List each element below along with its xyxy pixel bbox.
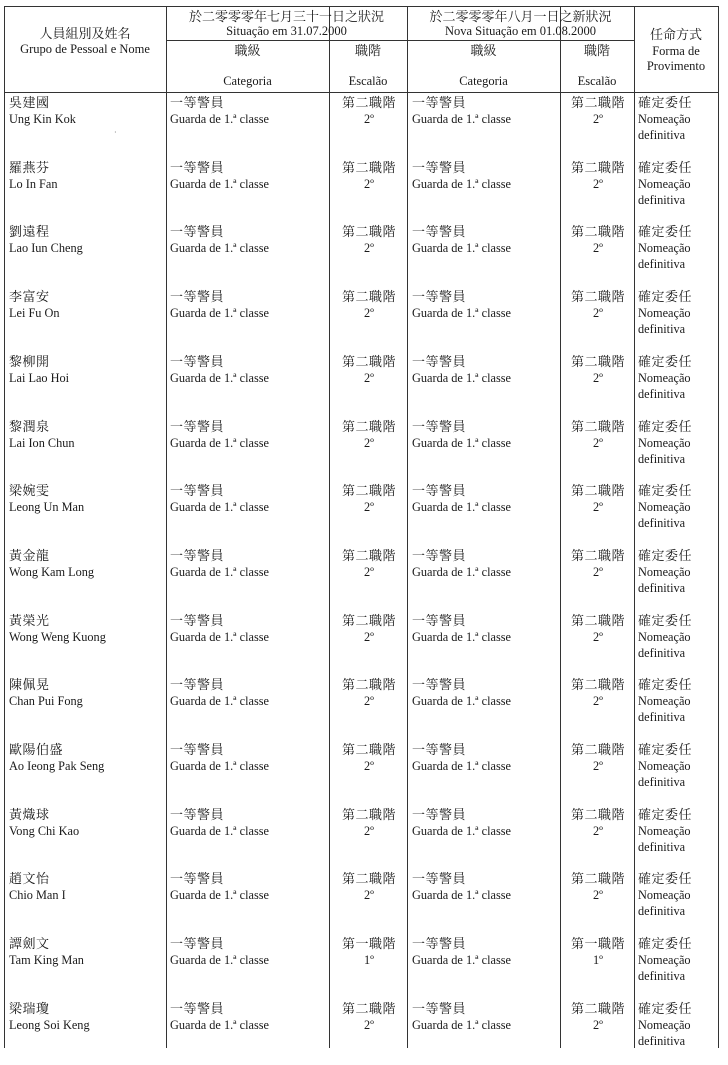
forma-pt-line2: definitiva bbox=[638, 645, 686, 660]
old-escalao-zh: 第二職階 bbox=[341, 677, 396, 693]
name-pt: Lai Ion Chun bbox=[9, 435, 75, 450]
forma-pt-line2: definitiva bbox=[638, 257, 686, 272]
old-escalao: 2º bbox=[364, 370, 374, 385]
name-zh: 黎潤泉 bbox=[9, 418, 50, 434]
old-category-zh: 一等警員 bbox=[170, 289, 225, 305]
header-cat2-zh: 職級 bbox=[470, 43, 497, 58]
header-bottom-border bbox=[4, 92, 718, 93]
forma-pt-line1: Nomeação bbox=[638, 759, 691, 773]
name-zh: 劉遠程 bbox=[9, 224, 50, 240]
new-category-zh: 一等警員 bbox=[412, 677, 467, 693]
name-pt: Tam King Man bbox=[9, 953, 84, 968]
header-esc2-zh: 職階 bbox=[583, 43, 610, 58]
old-category-zh: 一等警員 bbox=[170, 742, 225, 757]
old-escalao: 2º bbox=[364, 500, 374, 515]
scan-speck: · bbox=[114, 128, 117, 137]
forma-zh: 確定委任 bbox=[638, 677, 693, 693]
old-escalao-zh: 第一職階 bbox=[341, 936, 396, 952]
forma-zh: 確定委任 bbox=[638, 353, 693, 369]
old-escalao-zh: 第二職階 bbox=[341, 547, 396, 563]
forma-pt-line1: Nomeação bbox=[638, 435, 691, 450]
old-escalao: 2º bbox=[364, 241, 374, 256]
old-escalao-zh: 第二職階 bbox=[341, 159, 396, 175]
new-escalao: 2º bbox=[593, 1017, 603, 1032]
table-row bbox=[0, 807, 728, 871]
forma-zh: 確定委任 bbox=[638, 483, 693, 499]
forma-zh: 確定委任 bbox=[638, 418, 693, 434]
table-row bbox=[0, 677, 728, 741]
table-row bbox=[0, 742, 728, 806]
header-cat1-zh: 職級 bbox=[234, 43, 261, 58]
new-category-pt: Guarda de 1.ª classe bbox=[412, 694, 511, 709]
new-escalao: 2º bbox=[593, 306, 603, 321]
name-pt: Vong Chi Kao bbox=[9, 823, 80, 838]
new-escalao: 2º bbox=[593, 564, 603, 579]
header-forma-pt2: Provimento bbox=[646, 59, 706, 73]
old-category-pt: Guarda de 1.ª classe bbox=[170, 306, 269, 321]
new-category-zh: 一等警員 bbox=[412, 742, 467, 757]
header-esc1-zh: 職階 bbox=[354, 43, 381, 58]
name-zh: 黎柳開 bbox=[9, 353, 50, 369]
old-category-pt: Guarda de 1.ª classe bbox=[170, 112, 269, 126]
old-escalao-zh: 第二職階 bbox=[341, 353, 396, 369]
name-zh: 黃榮光 bbox=[9, 612, 50, 628]
name-zh: 吳建國 bbox=[9, 95, 50, 110]
name-zh: 梁瑞瓊 bbox=[9, 1000, 50, 1016]
new-escalao: 2º bbox=[593, 888, 603, 903]
new-escalao-zh: 第一職階 bbox=[570, 936, 625, 952]
old-category-pt: Guarda de 1.ª classe bbox=[170, 953, 269, 968]
forma-pt-line2: definitiva bbox=[638, 580, 686, 595]
new-category-pt: Guarda de 1.ª classe bbox=[412, 629, 511, 644]
old-escalao-zh: 第二職階 bbox=[341, 742, 396, 757]
table-row bbox=[0, 613, 728, 677]
name-pt: Leong Soi Keng bbox=[9, 1017, 90, 1032]
new-category-zh: 一等警員 bbox=[412, 483, 467, 499]
forma-zh: 確定委任 bbox=[638, 936, 693, 952]
forma-zh: 確定委任 bbox=[638, 224, 693, 240]
new-escalao: 2º bbox=[593, 435, 603, 450]
old-escalao: 2º bbox=[364, 306, 374, 321]
name-pt: Lei Fu On bbox=[9, 306, 60, 321]
old-escalao: 2º bbox=[364, 694, 374, 709]
forma-pt-line2: definitiva bbox=[638, 969, 686, 984]
new-category-zh: 一等警員 bbox=[412, 95, 467, 110]
old-category-pt: Guarda de 1.ª classe bbox=[170, 500, 269, 515]
table-row bbox=[0, 224, 728, 288]
new-escalao: 2º bbox=[593, 112, 603, 126]
new-category-zh: 一等警員 bbox=[412, 936, 467, 952]
new-category-pt: Guarda de 1.ª classe bbox=[412, 241, 511, 256]
new-category-zh: 一等警員 bbox=[412, 289, 467, 305]
old-escalao: 2º bbox=[364, 564, 374, 579]
new-escalao: 2º bbox=[593, 823, 603, 838]
forma-pt-line1: Nomeação bbox=[638, 629, 691, 644]
old-category-pt: Guarda de 1.ª classe bbox=[170, 823, 269, 838]
name-pt: Wong Weng Kuong bbox=[9, 629, 106, 644]
forma-pt-line2: definitiva bbox=[638, 128, 686, 142]
forma-pt-line2: definitiva bbox=[638, 710, 686, 725]
name-pt: Wong Kam Long bbox=[9, 564, 95, 579]
table-row bbox=[0, 160, 728, 224]
header-forma-zh: 任命方式 bbox=[649, 27, 702, 42]
forma-pt-line2: definitiva bbox=[638, 839, 686, 854]
new-escalao-zh: 第二職階 bbox=[570, 159, 625, 175]
old-category-pt: Guarda de 1.ª classe bbox=[170, 435, 269, 450]
table-top-border bbox=[4, 6, 718, 7]
name-zh: 李富安 bbox=[9, 289, 50, 305]
name-pt: Chan Pui Fong bbox=[9, 694, 83, 709]
old-category-zh: 一等警員 bbox=[170, 95, 225, 110]
name-pt: Chio Man I bbox=[9, 888, 66, 903]
forma-zh: 確定委任 bbox=[638, 612, 693, 628]
old-escalao-zh: 第二職階 bbox=[341, 806, 396, 822]
new-escalao-zh: 第二職階 bbox=[570, 612, 625, 628]
header-old-pt: Situação em 31.07.2000 bbox=[226, 24, 347, 38]
old-category-pt: Guarda de 1.ª classe bbox=[170, 176, 269, 191]
table-row bbox=[0, 95, 728, 159]
new-escalao: 2º bbox=[593, 500, 603, 515]
forma-pt-line2: definitiva bbox=[638, 775, 686, 789]
header-esc2-pt: Escalão bbox=[577, 74, 617, 88]
old-category-zh: 一等警員 bbox=[170, 483, 225, 499]
old-escalao-zh: 第二職階 bbox=[341, 95, 396, 110]
header-name-pt: Grupo de Pessoal e Nome bbox=[20, 42, 150, 56]
name-zh: 黃熾球 bbox=[9, 806, 50, 822]
table-row bbox=[0, 548, 728, 612]
header-old-zh: 於二零零零年七月三十一日之狀況 bbox=[188, 9, 384, 24]
new-escalao-zh: 第二職階 bbox=[570, 1000, 625, 1016]
table-row bbox=[0, 354, 728, 418]
table-row bbox=[0, 871, 728, 935]
new-category-pt: Guarda de 1.ª classe bbox=[412, 176, 511, 191]
table-row bbox=[0, 483, 728, 547]
forma-pt-line1: Nomeação bbox=[638, 112, 691, 126]
forma-pt-line1: Nomeação bbox=[638, 953, 691, 968]
forma-pt-line2: definitiva bbox=[638, 192, 686, 207]
new-escalao: 2º bbox=[593, 694, 603, 709]
new-category-pt: Guarda de 1.ª classe bbox=[412, 306, 511, 321]
old-category-zh: 一等警員 bbox=[170, 612, 225, 628]
header-cat2-pt: Categoria bbox=[459, 74, 508, 88]
old-category-zh: 一等警員 bbox=[170, 159, 225, 175]
header-new-pt: Nova Situação em 01.08.2000 bbox=[444, 24, 596, 38]
new-escalao-zh: 第二職階 bbox=[570, 353, 625, 369]
forma-pt-line1: Nomeação bbox=[638, 694, 691, 709]
forma-zh: 確定委任 bbox=[638, 871, 693, 887]
new-category-pt: Guarda de 1.ª classe bbox=[412, 953, 511, 968]
name-zh: 譚劍文 bbox=[9, 936, 50, 952]
header-cat1-pt: Categoria bbox=[223, 74, 272, 88]
forma-pt-line1: Nomeação bbox=[638, 823, 691, 838]
name-pt: Lai Lao Hoi bbox=[9, 370, 70, 385]
old-escalao-zh: 第二職階 bbox=[341, 418, 396, 434]
old-escalao: 2º bbox=[364, 1017, 374, 1032]
new-category-zh: 一等警員 bbox=[412, 1000, 467, 1016]
old-category-pt: Guarda de 1.ª classe bbox=[170, 629, 269, 644]
header-name-zh: 人員組別及姓名 bbox=[39, 26, 131, 41]
old-escalao-zh: 第二職階 bbox=[341, 1000, 396, 1016]
old-escalao: 1º bbox=[364, 953, 374, 968]
forma-pt-line1: Nomeação bbox=[638, 176, 691, 191]
name-zh: 趙文怡 bbox=[9, 871, 50, 887]
old-category-pt: Guarda de 1.ª classe bbox=[170, 888, 269, 903]
name-pt: Lo In Fan bbox=[9, 176, 58, 191]
table-row bbox=[0, 936, 728, 1000]
forma-pt-line2: definitiva bbox=[638, 322, 686, 337]
forma-pt-line1: Nomeação bbox=[638, 500, 691, 515]
new-category-pt: Guarda de 1.ª classe bbox=[412, 823, 511, 838]
old-category-zh: 一等警員 bbox=[170, 677, 225, 693]
old-escalao-zh: 第二職階 bbox=[341, 289, 396, 305]
name-pt: Lao Iun Cheng bbox=[9, 241, 83, 256]
old-escalao: 2º bbox=[364, 823, 374, 838]
new-escalao-zh: 第二職階 bbox=[570, 742, 625, 757]
name-pt: Ao Ieong Pak Seng bbox=[9, 759, 105, 773]
new-category-zh: 一等警員 bbox=[412, 418, 467, 434]
name-zh: 黃金龍 bbox=[9, 547, 50, 563]
forma-zh: 確定委任 bbox=[638, 742, 693, 757]
old-escalao-zh: 第二職階 bbox=[341, 483, 396, 499]
table-row bbox=[0, 1001, 728, 1065]
forma-pt-line2: definitiva bbox=[638, 904, 686, 919]
name-zh: 梁婉雯 bbox=[9, 483, 50, 499]
forma-pt-line1: Nomeação bbox=[638, 564, 691, 579]
old-category-zh: 一等警員 bbox=[170, 418, 225, 434]
old-escalao-zh: 第二職階 bbox=[341, 871, 396, 887]
old-category-pt: Guarda de 1.ª classe bbox=[170, 759, 269, 773]
old-category-zh: 一等警員 bbox=[170, 224, 225, 240]
new-escalao: 1º bbox=[593, 953, 603, 968]
forma-zh: 確定委任 bbox=[638, 806, 693, 822]
new-category-pt: Guarda de 1.ª classe bbox=[412, 759, 511, 773]
forma-zh: 確定委任 bbox=[638, 159, 693, 175]
name-zh: 歐陽伯盛 bbox=[9, 742, 64, 757]
header-new-zh: 於二零零零年八月一日之新狀況 bbox=[429, 9, 612, 24]
old-escalao: 2º bbox=[364, 112, 374, 126]
new-escalao-zh: 第二職階 bbox=[570, 289, 625, 305]
new-escalao-zh: 第二職階 bbox=[570, 418, 625, 434]
new-escalao-zh: 第二職階 bbox=[570, 483, 625, 499]
new-category-pt: Guarda de 1.ª classe bbox=[412, 888, 511, 903]
old-escalao-zh: 第二職階 bbox=[341, 224, 396, 240]
old-category-pt: Guarda de 1.ª classe bbox=[170, 241, 269, 256]
new-category-zh: 一等警員 bbox=[412, 806, 467, 822]
new-category-zh: 一等警員 bbox=[412, 871, 467, 887]
new-escalao-zh: 第二職階 bbox=[570, 95, 625, 110]
forma-pt-line2: definitiva bbox=[638, 451, 686, 466]
forma-pt-line1: Nomeação bbox=[638, 1017, 691, 1032]
name-zh: 陳佩晃 bbox=[9, 677, 50, 693]
old-category-zh: 一等警員 bbox=[170, 871, 225, 887]
new-category-pt: Guarda de 1.ª classe bbox=[412, 564, 511, 579]
forma-zh: 確定委任 bbox=[638, 1000, 693, 1016]
old-category-zh: 一等警員 bbox=[170, 353, 225, 369]
old-category-pt: Guarda de 1.ª classe bbox=[170, 564, 269, 579]
old-category-pt: Guarda de 1.ª classe bbox=[170, 370, 269, 385]
new-escalao-zh: 第二職階 bbox=[570, 871, 625, 887]
new-category-pt: Guarda de 1.ª classe bbox=[412, 500, 511, 515]
new-category-zh: 一等警員 bbox=[412, 159, 467, 175]
new-escalao: 2º bbox=[593, 241, 603, 256]
new-category-pt: Guarda de 1.ª classe bbox=[412, 370, 511, 385]
old-escalao: 2º bbox=[364, 176, 374, 191]
old-category-zh: 一等警員 bbox=[170, 547, 225, 563]
old-category-zh: 一等警員 bbox=[170, 1000, 225, 1016]
name-zh: 羅燕芬 bbox=[9, 159, 50, 175]
header-forma-pt1: Forma de bbox=[652, 44, 700, 58]
forma-zh: 確定委任 bbox=[638, 95, 693, 110]
new-category-zh: 一等警員 bbox=[412, 612, 467, 628]
new-escalao: 2º bbox=[593, 176, 603, 191]
forma-pt-line2: definitiva bbox=[638, 1033, 686, 1048]
forma-pt-line2: definitiva bbox=[638, 516, 686, 531]
old-category-pt: Guarda de 1.ª classe bbox=[170, 1017, 269, 1032]
new-escalao-zh: 第二職階 bbox=[570, 806, 625, 822]
new-escalao: 2º bbox=[593, 759, 603, 773]
forma-pt-line1: Nomeação bbox=[638, 241, 691, 256]
new-category-pt: Guarda de 1.ª classe bbox=[412, 435, 511, 450]
forma-pt-line1: Nomeação bbox=[638, 888, 691, 903]
name-pt: Leong Un Man bbox=[9, 500, 85, 515]
old-escalao: 2º bbox=[364, 629, 374, 644]
old-escalao-zh: 第二職階 bbox=[341, 612, 396, 628]
name-pt: Ung Kin Kok bbox=[9, 112, 76, 126]
old-escalao: 2º bbox=[364, 759, 374, 773]
old-category-zh: 一等警員 bbox=[170, 936, 225, 952]
header-esc1-pt: Escalão bbox=[348, 74, 388, 88]
table-row bbox=[0, 289, 728, 353]
new-category-zh: 一等警員 bbox=[412, 224, 467, 240]
new-category-zh: 一等警員 bbox=[412, 353, 467, 369]
new-escalao: 2º bbox=[593, 629, 603, 644]
new-escalao-zh: 第二職階 bbox=[570, 547, 625, 563]
table-row bbox=[0, 419, 728, 483]
old-category-zh: 一等警員 bbox=[170, 806, 225, 822]
new-category-pt: Guarda de 1.ª classe bbox=[412, 112, 511, 126]
header-sub-divider bbox=[166, 40, 634, 41]
new-category-pt: Guarda de 1.ª classe bbox=[412, 1017, 511, 1032]
new-category-zh: 一等警員 bbox=[412, 547, 467, 563]
forma-zh: 確定委任 bbox=[638, 289, 693, 305]
old-escalao: 2º bbox=[364, 435, 374, 450]
forma-zh: 確定委任 bbox=[638, 547, 693, 563]
new-escalao: 2º bbox=[593, 370, 603, 385]
forma-pt-line2: definitiva bbox=[638, 386, 686, 401]
forma-pt-line1: Nomeação bbox=[638, 306, 691, 321]
old-category-pt: Guarda de 1.ª classe bbox=[170, 694, 269, 709]
new-escalao-zh: 第二職階 bbox=[570, 224, 625, 240]
old-escalao: 2º bbox=[364, 888, 374, 903]
new-escalao-zh: 第二職階 bbox=[570, 677, 625, 693]
forma-pt-line1: Nomeação bbox=[638, 370, 691, 385]
